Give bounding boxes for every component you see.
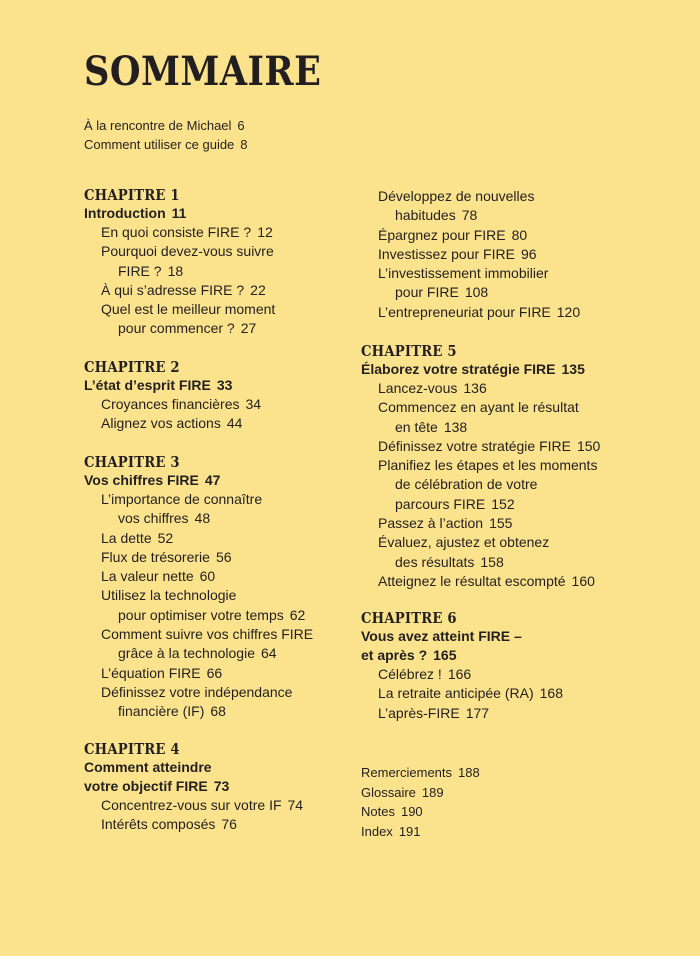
page-number: 74 xyxy=(287,797,304,813)
entry-last-line xyxy=(101,702,313,721)
chapter-title-text: L’état d’esprit FIRE xyxy=(84,377,211,393)
chapter-title-line xyxy=(361,627,563,646)
toc-entry xyxy=(84,490,313,529)
page-number: 168 xyxy=(539,685,563,702)
chapter-title-text: votre objectif FIRE xyxy=(84,778,208,794)
back-matter-item: Notes 190 xyxy=(361,804,423,819)
toc-entry xyxy=(361,704,563,723)
entry-text: en tête xyxy=(395,418,438,435)
entry-text: des résultats xyxy=(395,553,475,570)
page-number: 22 xyxy=(250,281,266,298)
chapter-label: CHAPITRE 2 xyxy=(84,358,180,376)
chapter-3 xyxy=(84,453,313,722)
page-number: 108 xyxy=(464,284,489,301)
chapter-5 xyxy=(361,342,600,591)
entry-text: Concentrez-vous sur votre IF xyxy=(101,797,282,813)
toc-entry xyxy=(84,223,275,242)
entry-last-line xyxy=(101,262,275,281)
entry-text: En quoi consiste FIRE ? xyxy=(101,224,252,240)
toc-entry xyxy=(361,187,580,226)
chapter-title-line xyxy=(361,360,600,379)
toc-entry xyxy=(84,395,261,414)
back-matter-item: Glossaire 189 xyxy=(361,784,444,800)
entry-text: La valeur nette xyxy=(101,568,194,585)
chapter-title-line xyxy=(84,471,313,490)
chapter-4-continued xyxy=(361,187,580,322)
toc-entry xyxy=(361,665,563,684)
entry-list xyxy=(361,187,580,322)
entry-last-line xyxy=(101,606,313,625)
entry-last-line xyxy=(378,283,580,302)
chapter-title-line xyxy=(84,777,303,796)
page-number: 34 xyxy=(245,396,262,412)
intro-item: Comment utiliser ce guide 8 xyxy=(84,137,248,152)
page-number: 191 xyxy=(398,823,421,839)
page-number: 166 xyxy=(447,666,472,682)
entry-text: pour commencer ? xyxy=(118,320,235,337)
entry-text: Commencez en ayant le résultat xyxy=(378,399,579,416)
page-number: 62 xyxy=(289,606,306,623)
entry-text: Épargnez pour FIRE xyxy=(378,226,506,243)
entry-text: vos chiffres xyxy=(118,510,189,527)
entry-list xyxy=(84,796,303,835)
chapter-title-line xyxy=(84,376,261,395)
page-number: 189 xyxy=(421,784,444,800)
page-number: 165 xyxy=(433,647,457,663)
toc-entry xyxy=(84,300,275,339)
page-number: 136 xyxy=(463,380,487,396)
entry-text: Définissez votre indépendance xyxy=(101,683,293,700)
page-number: 155 xyxy=(489,515,513,532)
chapter-label: CHAPITRE 1 xyxy=(84,186,180,204)
entry-text: financière (IF) xyxy=(118,703,205,720)
entry-text: Développez de nouvelles xyxy=(378,188,535,204)
page-number: 158 xyxy=(480,553,504,570)
entry-text: La dette xyxy=(101,529,152,546)
entry-text: L’entrepreneuriat pour FIRE xyxy=(378,303,551,320)
page-number: 64 xyxy=(261,645,277,662)
chapter-label: CHAPITRE 6 xyxy=(361,609,457,627)
toc-entry xyxy=(361,456,600,514)
toc-entry xyxy=(361,398,600,437)
chapter-label: CHAPITRE 3 xyxy=(84,453,180,471)
chapter-title-line xyxy=(84,758,303,777)
page-number: 135 xyxy=(561,361,585,377)
entry-list xyxy=(361,379,600,591)
toc-entry xyxy=(361,303,580,322)
entry-last-line xyxy=(378,495,600,514)
chapter-4 xyxy=(84,740,303,835)
entry-text: pour optimiser votre temps xyxy=(118,606,284,623)
chapter-title-text: et après ? xyxy=(361,647,428,663)
entry-text: Atteignez le résultat escompté xyxy=(378,572,566,589)
entry-last-line xyxy=(101,509,313,528)
toc-entry xyxy=(84,815,303,834)
page-number: 190 xyxy=(400,804,423,819)
entry-last-line xyxy=(378,418,600,437)
toc-entry xyxy=(361,514,600,533)
entry-last-line xyxy=(378,206,580,225)
page-number: 8 xyxy=(240,137,248,152)
entry-text: grâce à la technologie xyxy=(118,645,255,662)
page-number: 68 xyxy=(210,703,226,720)
chapter-title-text: Comment atteindre xyxy=(84,759,212,775)
entry-text: Définissez votre stratégie FIRE xyxy=(378,437,571,454)
entry-text: parcours FIRE xyxy=(395,495,486,512)
entry-list xyxy=(84,490,313,722)
entry-text: L’équation FIRE xyxy=(101,664,201,681)
entry-text: Alignez vos actions xyxy=(101,415,221,432)
page-number: 73 xyxy=(213,778,230,794)
page-number: 12 xyxy=(257,224,273,240)
toc-entry xyxy=(84,625,313,664)
entry-last-line xyxy=(101,644,313,663)
toc-entry xyxy=(84,586,313,625)
page-number: 52 xyxy=(157,529,174,546)
chapter-title-line xyxy=(361,646,563,665)
entry-text: Intérêts composés xyxy=(101,816,216,833)
entry-text: Célébrez ! xyxy=(378,666,442,682)
page-number: 56 xyxy=(215,548,232,565)
entry-text: habitudes xyxy=(395,207,456,224)
page-number: 66 xyxy=(206,664,223,681)
toc-entry xyxy=(84,664,313,683)
page-number: 160 xyxy=(571,572,595,589)
entry-list xyxy=(84,395,261,434)
toc-entry xyxy=(361,437,600,456)
back-matter-item: Remerciements 188 xyxy=(361,765,480,780)
page-number: 6 xyxy=(237,118,245,133)
page-number: 47 xyxy=(204,472,221,488)
page-number: 150 xyxy=(576,437,601,454)
entry-text: FIRE ? xyxy=(118,262,162,279)
entry-text: L’après-FIRE xyxy=(378,704,460,721)
page-number: 80 xyxy=(511,226,528,243)
entry-text: L’investissement immobilier xyxy=(378,265,549,282)
chapter-title-text: Introduction xyxy=(84,205,166,221)
toc-entry xyxy=(361,684,563,703)
entry-text: La retraite anticipée (RA) xyxy=(378,685,534,702)
entry-text: Comment suivre vos chiffres FIRE xyxy=(101,626,314,643)
entry-text: Lancez-vous xyxy=(378,380,458,396)
page-number: 188 xyxy=(458,765,480,780)
entry-text: Évaluez, ajustez et obtenez xyxy=(378,534,550,551)
toc-entry xyxy=(361,226,580,245)
page-title: SOMMAIRE xyxy=(84,48,322,95)
entry-text: de célébration de votre xyxy=(395,476,538,493)
entry-text: Quel est le meilleur moment xyxy=(101,301,276,318)
toc-entry xyxy=(361,572,600,591)
page-number: 177 xyxy=(465,704,490,721)
page-number: 152 xyxy=(491,495,515,512)
page-number: 33 xyxy=(216,377,233,393)
entry-last-line xyxy=(378,553,600,572)
toc-entry xyxy=(361,379,600,398)
toc-entry xyxy=(84,281,275,300)
toc-entry xyxy=(84,683,313,722)
entry-text: Flux de trésorerie xyxy=(101,548,210,565)
page-number: 48 xyxy=(194,510,211,527)
toc-entry xyxy=(84,567,313,586)
toc-entry xyxy=(84,796,303,815)
toc-entry xyxy=(84,414,261,433)
chapter-1 xyxy=(84,186,275,339)
page-number: 96 xyxy=(520,245,537,262)
page-number: 138 xyxy=(443,418,468,435)
toc-entry xyxy=(84,529,313,548)
chapter-6 xyxy=(361,609,563,723)
chapter-label: CHAPITRE 5 xyxy=(361,342,457,360)
chapter-title-text: Vos chiffres FIRE xyxy=(84,472,199,488)
back-matter-item: Index 191 xyxy=(361,823,421,839)
page-number: 120 xyxy=(556,303,581,320)
page-number: 76 xyxy=(221,816,237,833)
chapter-title-text: Élaborez votre stratégie FIRE xyxy=(361,361,556,377)
intro-list xyxy=(84,116,248,154)
entry-text: Planifiez les étapes et les moments xyxy=(378,457,598,474)
page-number: 60 xyxy=(199,568,216,585)
toc-entry xyxy=(84,242,275,281)
intro-item: À la rencontre de Michael 6 xyxy=(84,118,245,133)
page-number: 18 xyxy=(167,262,184,279)
page-number: 11 xyxy=(171,205,187,221)
page-number: 44 xyxy=(226,415,243,432)
chapter-label: CHAPITRE 4 xyxy=(84,740,180,758)
toc-entry xyxy=(361,264,580,303)
toc-entry xyxy=(84,548,313,567)
entry-list xyxy=(361,665,563,723)
toc-entry xyxy=(361,245,580,264)
chapter-2 xyxy=(84,358,261,434)
entry-text: Passez à l’action xyxy=(378,515,484,532)
entry-text: Utilisez la technologie xyxy=(101,587,237,604)
entry-text: Pourquoi devez-vous suivre xyxy=(101,243,274,260)
toc-entry xyxy=(361,533,600,572)
entry-last-line xyxy=(101,319,275,338)
page-number: 78 xyxy=(461,207,478,224)
entry-text: À qui s’adresse FIRE ? xyxy=(101,281,245,298)
chapter-title-text: Vous avez atteint FIRE – xyxy=(361,628,522,644)
chapter-title-line xyxy=(84,204,275,223)
entry-text: L’importance de connaître xyxy=(101,491,263,507)
page-number: 27 xyxy=(240,320,257,337)
entry-text: Investissez pour FIRE xyxy=(378,245,515,262)
entry-list xyxy=(84,223,275,339)
entry-text: Croyances financières xyxy=(101,396,240,412)
back-matter-list xyxy=(361,763,480,841)
entry-text: pour FIRE xyxy=(395,284,459,301)
